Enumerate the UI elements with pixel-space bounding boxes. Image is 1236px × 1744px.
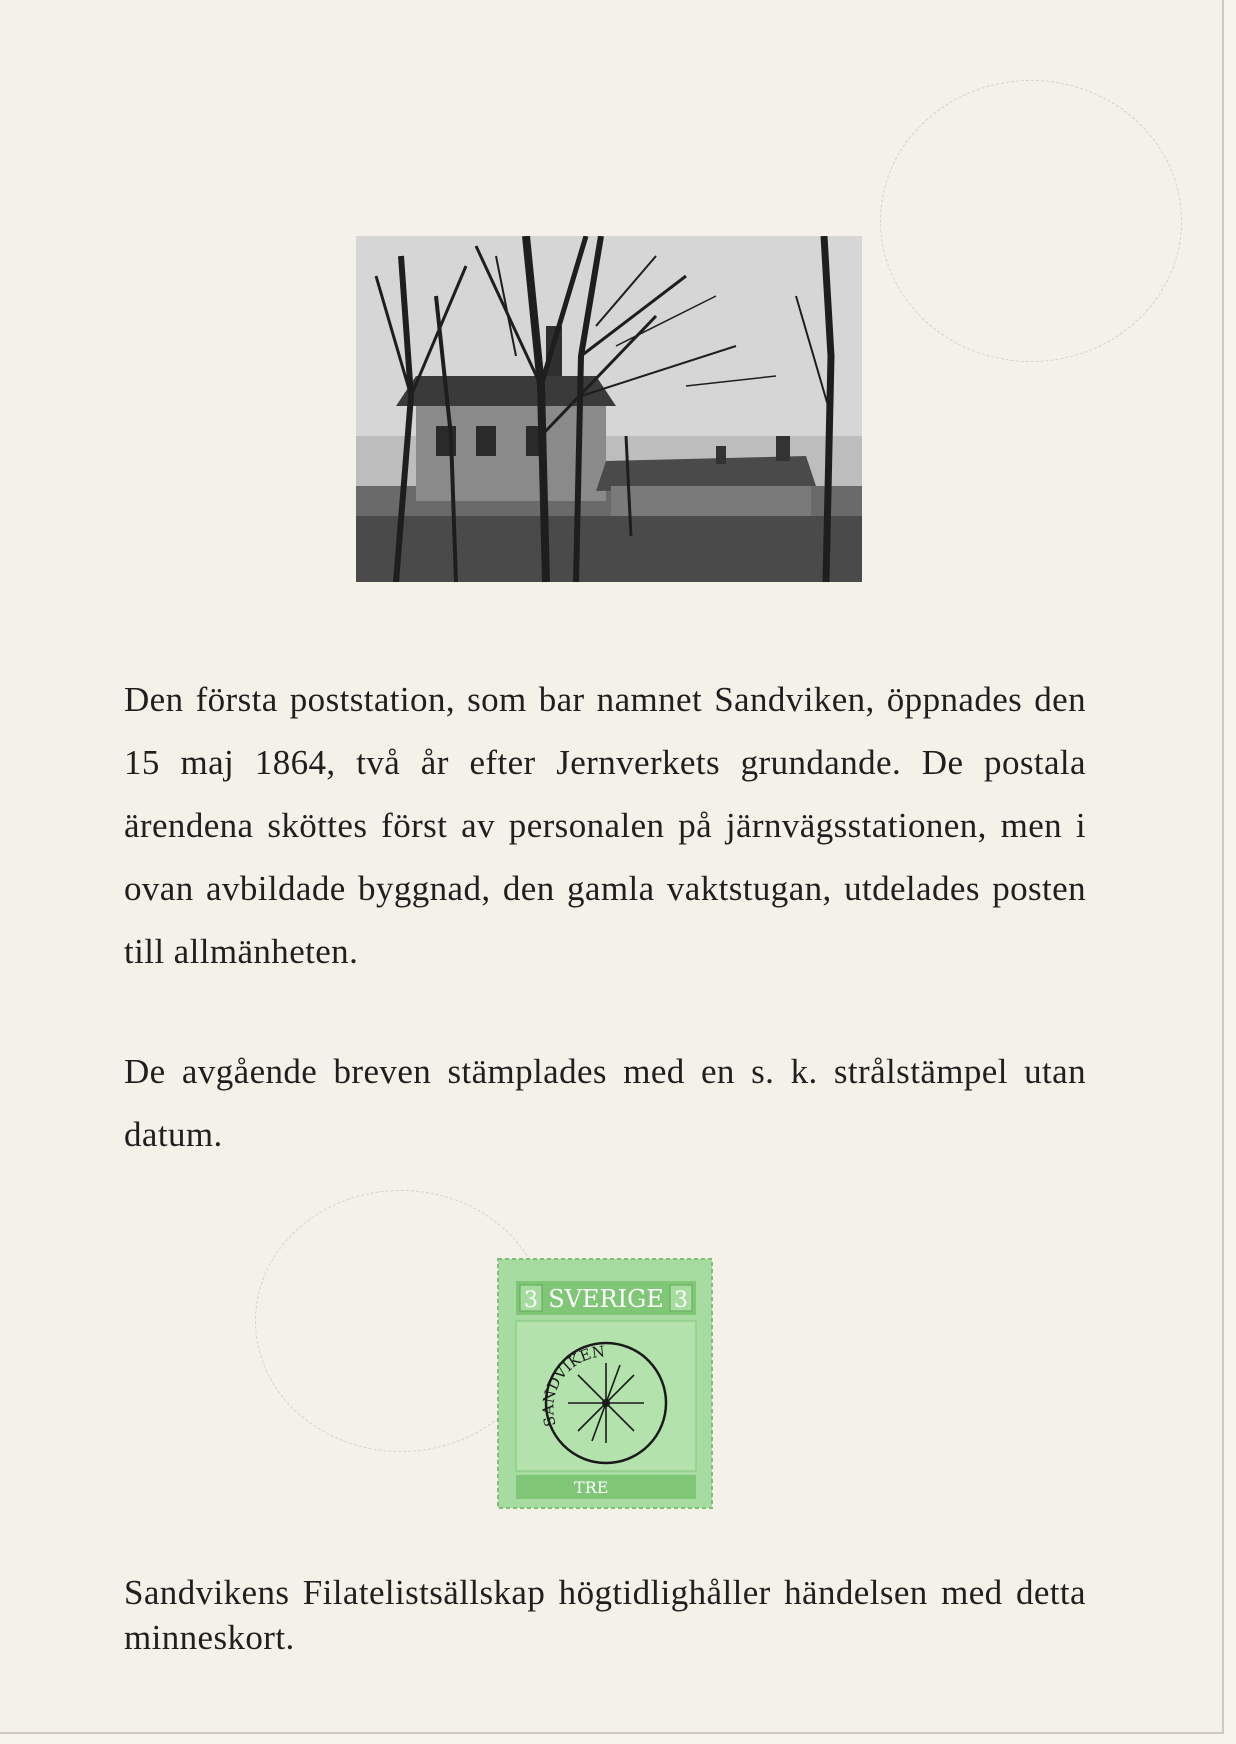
stamp-value-right: 3 [674, 1288, 688, 1313]
stamp-bottom-text: TRE [574, 1478, 609, 1497]
history-paragraph: Den första poststation, som bar namnet Sandviken, öppnades den 15 maj 1864, två år efter Jernverkets grundande. De postala ärendena sköttes först av personalen på järnvägsstationen, men i ovan avbildade byggnad, den gamla vaktstugan, utdelades posten till allmänheten. [124, 680, 1086, 971]
postmark-paragraph: De avgående breven stämplades med en s. k. strålstämpel utan datum. [124, 1052, 1086, 1154]
sverige-stamp-icon [494, 1255, 716, 1512]
postage-stamp [494, 1255, 716, 1512]
stamp-value-left: 3 [524, 1288, 538, 1313]
postmark-text: SANDVIKEN [539, 1342, 606, 1429]
house-with-trees-photo-icon [356, 236, 862, 582]
faint-postmark-top [880, 80, 1182, 362]
society-paragraph: Sandvikens Filatelistsällskap högtidlighåller händelsen med detta minneskort. [124, 1573, 1086, 1657]
vaktstugan-photo [356, 236, 862, 582]
stamp-country: SVERIGE [548, 1285, 664, 1313]
